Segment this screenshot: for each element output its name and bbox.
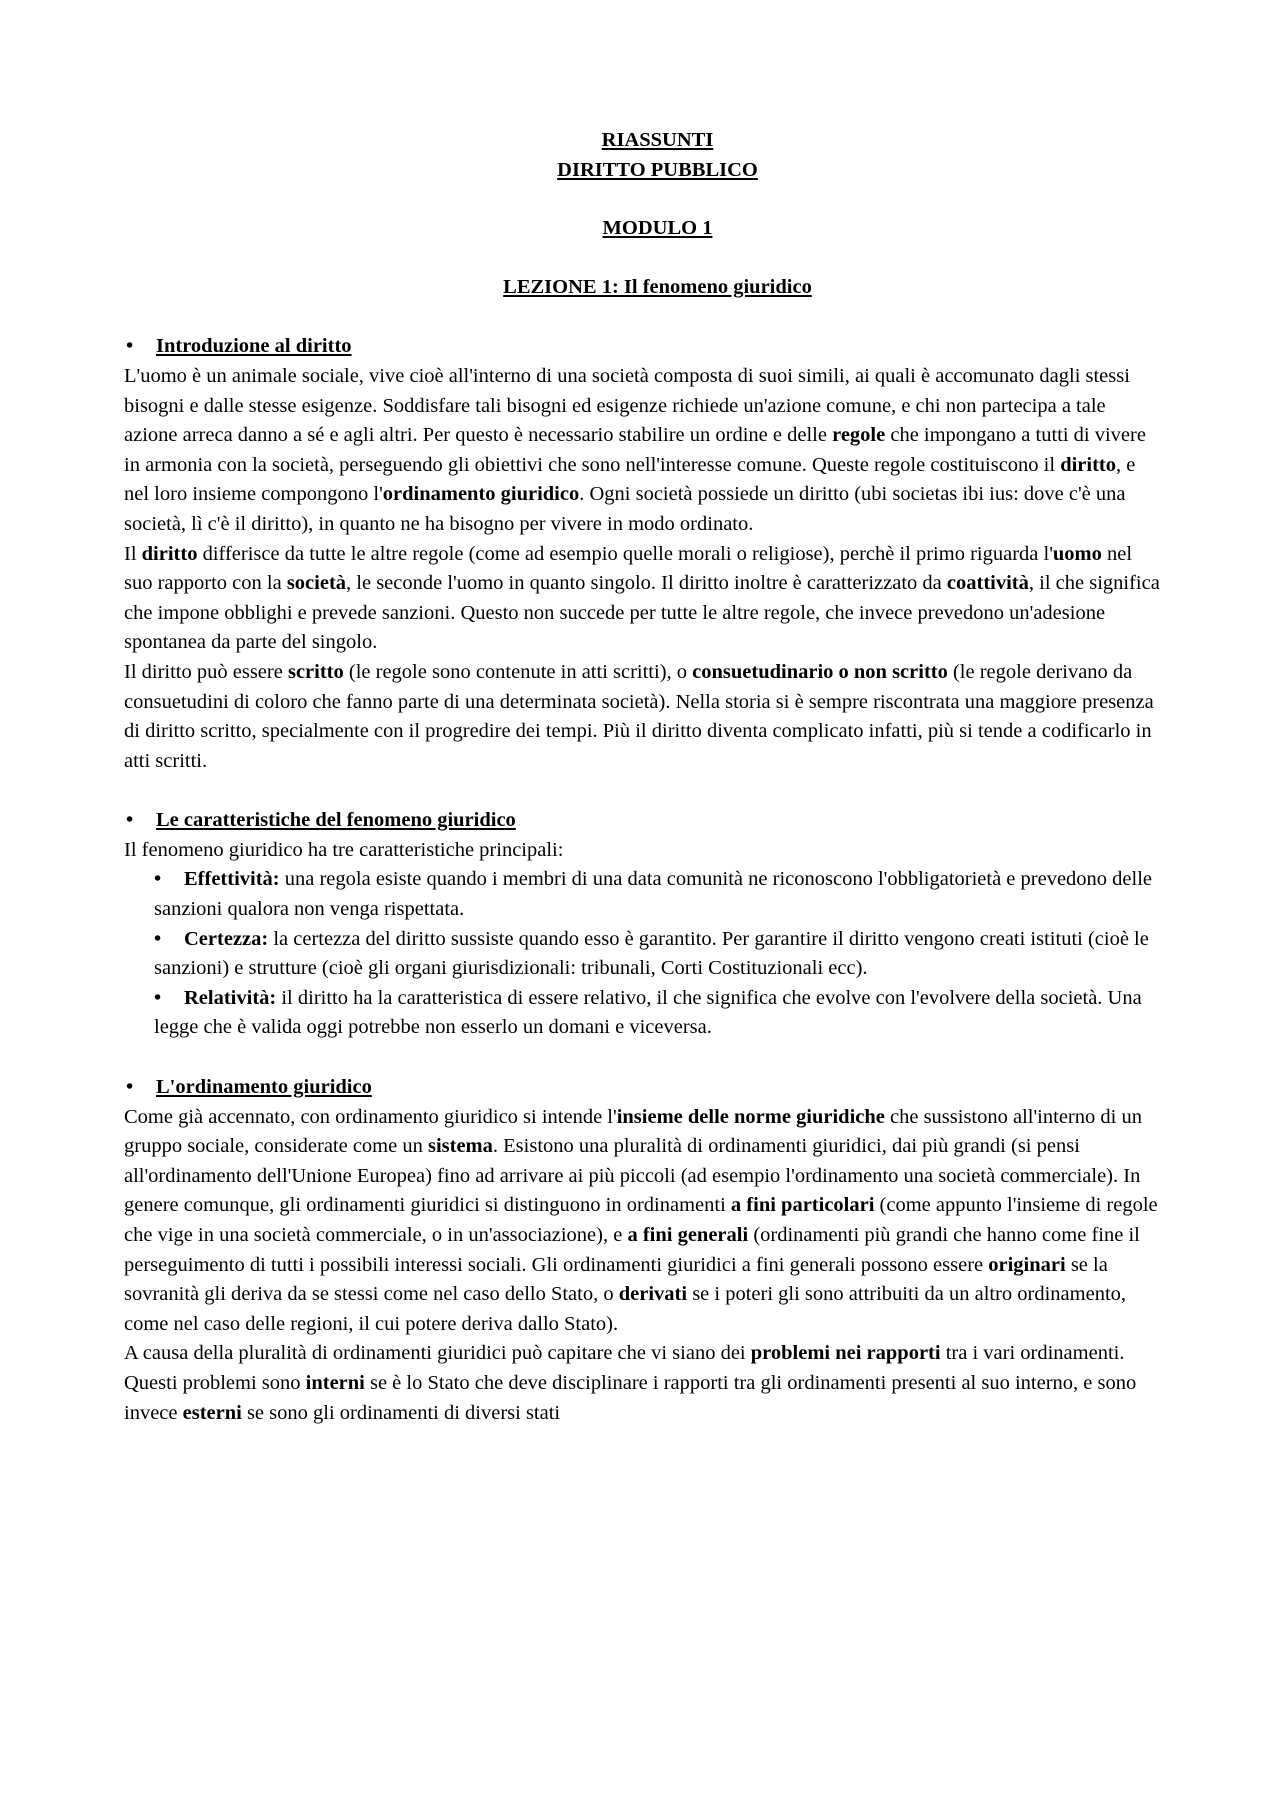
list-item: • Effettività: una regola esiste quando i membri di una data comunità ne riconoscono l'obbligatorietà e prevedono delle sanzioni qualora non venga rispettata. — [154, 865, 1163, 924]
bullet-icon: • — [126, 809, 134, 832]
doc-title-subject: DIRITTO PUBBLICO — [557, 158, 758, 181]
section-heading-caratteristiche: • Le caratteristiche del fenomeno giuridico — [124, 806, 1163, 836]
bullet-icon: • — [154, 986, 162, 1009]
paragraph-intro-1: L'uomo è un animale sociale, vive cioè all'interno di una società composta di suoi simili, ai quali è accomunato dagli stessi bisogni e dalle stesse esigenze. Soddisfare tali bisogni ed esigenze richiede un'azione comune, e chi non partecipa a tale azione arreca danno a sé e agli altri. Per questo è necessario stabilire un ordine e delle regole che impongano a tutti di vivere in armonia con la società, perseguendo gli obiettivi che sono nell'interesse comune. Queste regole costituiscono il diritto, e nel loro insieme compongono l'ordinamento giuridico. Ogni società possiede un diritto (ubi societas ibi ius: dove c'è una società, lì c'è il diritto), in quanto ne ha bisogno per vivere in modo ordinato. — [124, 364, 1146, 535]
section-heading-ordinamento: • L'ordinamento giuridico — [124, 1073, 1163, 1103]
bullet-icon: • — [154, 927, 162, 950]
paragraph-ordinamento-1: Come già accennato, con ordinamento giuridico si intende l'insieme delle norme giuridiche che sussistono all'interno di un gruppo sociale, considerate come un sistema. Esistono una pluralità di ordinamenti giuridici, dai più grandi (si pensi all'ordinamento dell'Unione Europea) fino ad arrivare ai più piccoli (ad esempio l'ordinamento una società commerciale). In genere comunque, gli ordinamenti giuridici si distinguono in ordinamenti a fini particolari (come appunto l'insieme di regole che vige in una società commerciale, o in un'associazione), e a fini generali (ordinamenti più grandi che hanno come fine il perseguimento di tutti i possibili interessi sociali. Gli ordinamenti giuridici a fini generali possono essere originari se la sovranità gli deriva da se stessi come nel caso dello Stato, o derivati se i poteri gli sono attribuiti da un altro ordinamento, come nel caso delle regioni, il cui potere deriva dallo Stato). — [124, 1105, 1158, 1335]
paragraph-intro-2: Il diritto differisce da tutte le altre regole (come ad esempio quelle morali o religiose), perchè il primo riguarda l'uomo nel suo rapporto con la società, le seconde l'uomo in quanto singolo. Il diritto inoltre è caratterizzato da coattività, il che significa che impone obblighi e prevede sanzioni. Questo non succede per tutte le altre regole, che invece prevedono un'adesione spontanea da parte del singolo. — [124, 542, 1160, 654]
paragraph-ordinamento-2: A causa della pluralità di ordinamenti giuridici può capitare che vi siano dei problemi nei rapporti tra i vari ordinamenti. Questi problemi sono interni se è lo Stato che deve disciplinare i rapporti tra gli ordinamenti presenti al suo interno, e sono invece esterni se sono gli ordinamenti di diversi stati — [124, 1342, 1137, 1424]
paragraph-caratteristiche-intro: Il fenomeno giuridico ha tre caratteristiche principali: — [124, 838, 564, 861]
lesson-heading: LEZIONE 1: Il fenomeno giuridico — [503, 275, 812, 298]
list-item: • Certezza: la certezza del diritto sussiste quando esso è garantito. Per garantire il diritto vengono creati istituti (cioè le sanzioni) e strutture (cioè gli organi giurisdizionali: tribunali, Corti Costituzionali ecc). — [154, 925, 1163, 984]
bullet-icon: • — [126, 335, 134, 358]
doc-title-riassunti: RIASSUNTI — [601, 129, 714, 151]
list-item: • Relatività: il diritto ha la caratteristica di essere relativo, il che significa che evolve con l'evolvere della società. Una legge che è valida oggi potrebbe non esserlo un domani e viceversa. — [154, 984, 1163, 1043]
document-header — [152, 126, 1163, 302]
bullet-icon: • — [126, 1076, 134, 1099]
section-heading-intro: • Introduzione al diritto — [124, 332, 1163, 362]
paragraph-intro-3: Il diritto può essere scritto (le regole sono contenute in atti scritti), o consuetudinario o non scritto (le regole derivano da consuetudini di coloro che fanno parte di una determinata società). Nella storia si è sempre riscontrata una maggiore presenza di diritto scritto, specialmente con il progredire dei tempi. Più il diritto diventa complicato infatti, più si tende a codificarlo in atti scritti. — [124, 660, 1154, 772]
module-heading: MODULO 1 — [602, 217, 713, 240]
bullet-icon: • — [154, 868, 162, 891]
caratteristiche-list — [124, 865, 1163, 1043]
